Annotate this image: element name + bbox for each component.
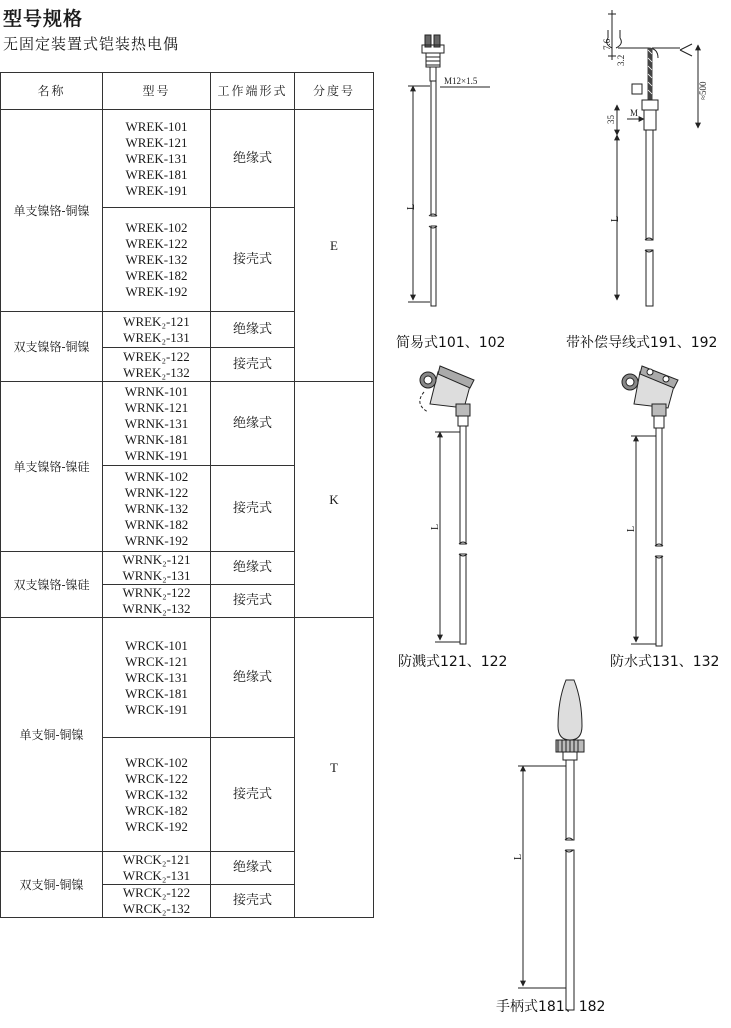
model-code: WREK₂-121: [123, 313, 190, 329]
cell-form: 接壳式: [211, 738, 295, 852]
header-name: 名称: [1, 73, 103, 110]
page-subtitle: 无固定装置式铠装热电偶: [3, 35, 180, 53]
cell-models: [103, 552, 211, 585]
model-code: WREK₂-131: [123, 329, 190, 345]
header-form: 工作端形式: [211, 73, 295, 110]
model-code: WRNK-182: [124, 516, 189, 532]
cell-form: 绝缘式: [211, 110, 295, 208]
cell-name: 双支镍铬-镍硅: [1, 552, 103, 618]
model-code: WREK-192: [125, 283, 188, 299]
model-code: WRNK-191: [124, 447, 189, 463]
dim-thread: M12×1.5: [444, 76, 478, 86]
drawing-splash: [420, 366, 474, 644]
cell-form: 接壳式: [211, 208, 295, 312]
model-code: WREK-191: [125, 182, 188, 198]
model-code: WRCK-191: [125, 701, 188, 717]
model-code: WREK-101: [125, 118, 188, 134]
model-code: WRCK-122: [125, 770, 188, 786]
cell-form: 绝缘式: [211, 312, 295, 348]
cell-name: 单支铜-铜镍: [1, 618, 103, 852]
caption-water-label: 防水式: [610, 654, 652, 670]
cell-models: [103, 738, 211, 852]
dim-L-handle: L: [513, 853, 524, 860]
model-code: WRCK-121: [125, 653, 188, 669]
cell-form: 绝缘式: [211, 852, 295, 885]
caption-splash-num: 121、122: [440, 654, 508, 670]
model-code: WRNK-121: [124, 399, 189, 415]
model-code: WRNK-131: [124, 415, 189, 431]
model-code: WRCK-102: [125, 754, 188, 770]
header-grade: 分度号: [295, 73, 374, 110]
header-model: 型号: [103, 73, 211, 110]
cell-models: [103, 382, 211, 466]
dim-3-2: 3.2: [616, 54, 626, 66]
model-code: WRNK-122: [124, 484, 189, 500]
cell-models: [103, 208, 211, 312]
model-code: WRCK-182: [125, 802, 188, 818]
dim-L-water: L: [626, 525, 637, 532]
model-code: WREK-132: [125, 251, 188, 267]
model-code: WREK₂-122: [123, 348, 190, 364]
table-body: [1, 110, 374, 918]
cell-name: 双支镍铬-铜镍: [1, 312, 103, 382]
model-code: WREK-121: [125, 134, 188, 150]
caption-water-num: 131、132: [652, 654, 720, 670]
cell-models: [103, 466, 211, 552]
model-code: WRNK-181: [124, 431, 189, 447]
cell-name: 单支镍铬-铜镍: [1, 110, 103, 312]
cell-models: [103, 585, 211, 618]
page-title: 型号规格: [3, 8, 84, 30]
caption-comp-label: 带补偿导线式: [566, 335, 650, 351]
model-code: WRNK-132: [124, 500, 189, 516]
model-code: WREK-131: [125, 150, 188, 166]
cell-form: 接壳式: [211, 348, 295, 382]
dim-L-comp: L: [610, 215, 621, 222]
cell-form: 接壳式: [211, 466, 295, 552]
drawings-panel: [380, 0, 731, 1024]
cell-models: [103, 348, 211, 382]
caption-handle-label: 手柄式: [496, 999, 538, 1015]
model-code: WRCK-181: [125, 685, 188, 701]
table-header-row: [1, 73, 374, 110]
table-row: [1, 110, 374, 208]
spec-table: [0, 72, 374, 918]
model-code: WREK-102: [125, 219, 188, 235]
cell-grade: E: [295, 110, 374, 382]
drawing-handle: [513, 680, 584, 1010]
caption-simple-num: 101、102: [438, 335, 506, 351]
model-code: WRNK₂-122: [122, 585, 191, 600]
caption-handle-num: 181、182: [538, 999, 606, 1015]
svg-text:带补偿导线式191、192: [566, 334, 717, 351]
model-code: WRNK-192: [124, 532, 189, 548]
model-code: WRCK-131: [125, 669, 188, 685]
model-code: WREK-181: [125, 166, 188, 182]
dim-M: M: [630, 108, 639, 118]
table-row: [1, 382, 374, 466]
table-row: [1, 618, 374, 738]
model-code: WRCK₂-132: [122, 901, 191, 916]
model-code: WRNK-101: [124, 383, 189, 399]
model-code: WRCK-192: [125, 818, 188, 834]
caption-simple-label: 简易式: [396, 335, 438, 351]
caption-splash-label: 防溅式: [398, 654, 440, 670]
cell-name: 单支镍铬-镍硅: [1, 382, 103, 552]
svg-text:防水式131、132: [610, 653, 719, 670]
model-code: WREK-122: [125, 235, 188, 251]
dim-35: 35: [606, 115, 616, 124]
product-drawings: [380, 0, 731, 1024]
cell-form: 绝缘式: [211, 552, 295, 585]
cell-form: 接壳式: [211, 585, 295, 618]
model-code: WREK₂-132: [123, 364, 190, 380]
dim-500: ≈500: [698, 81, 708, 100]
cell-models: [103, 110, 211, 208]
drawing-comp: [602, 10, 708, 306]
svg-text:防溅式121、122: [398, 653, 507, 670]
svg-text:手柄式181、182: [496, 998, 605, 1015]
model-code: WRCK-101: [125, 637, 188, 653]
cell-models: [103, 618, 211, 738]
model-code: WRCK₂-131: [122, 868, 191, 883]
model-code: WRNK-102: [124, 468, 189, 484]
cell-models: [103, 885, 211, 918]
model-code: WRCK₂-122: [122, 885, 191, 900]
svg-text:简易式101、102: [396, 335, 505, 351]
caption-comp-num: 191、192: [650, 335, 718, 351]
drawing-simple: [406, 35, 490, 306]
dim-7-6: 7.6: [602, 38, 612, 50]
drawing-water: [622, 366, 678, 646]
model-code: WRCK₂-121: [122, 852, 191, 867]
model-code: WRCK-132: [125, 786, 188, 802]
cell-grade: K: [295, 382, 374, 618]
model-code: WREK-182: [125, 267, 188, 283]
model-code: WRNK₂-121: [122, 552, 191, 567]
dim-L-simple: L: [406, 203, 417, 210]
cell-models: [103, 312, 211, 348]
model-code: WRNK₂-131: [122, 568, 191, 583]
dim-L-splash: L: [430, 523, 441, 530]
cell-form: 绝缘式: [211, 618, 295, 738]
cell-name: 双支铜-铜镍: [1, 852, 103, 918]
cell-form: 接壳式: [211, 885, 295, 918]
model-code: WRNK₂-132: [122, 601, 191, 616]
cell-form: 绝缘式: [211, 382, 295, 466]
cell-models: [103, 852, 211, 885]
cell-grade: T: [295, 618, 374, 918]
